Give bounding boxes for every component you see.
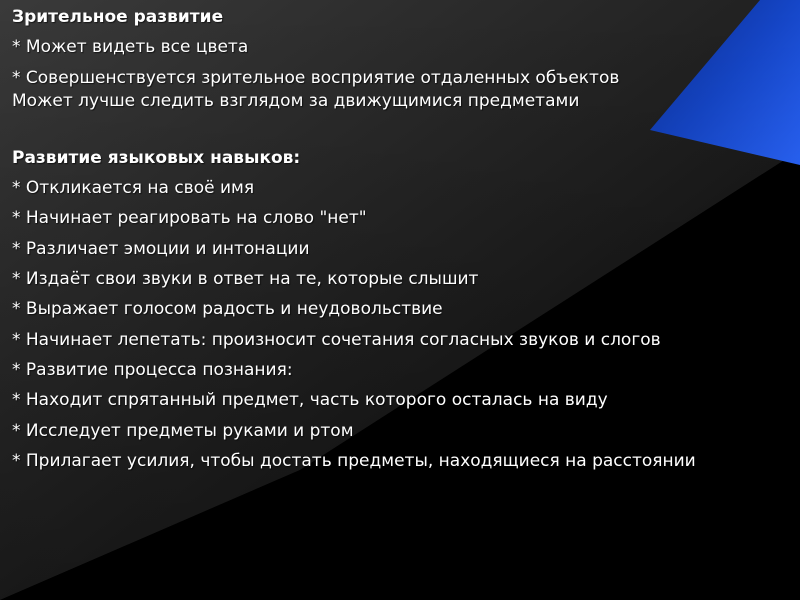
slide-text-body	[12, 6, 792, 480]
language-item-4: * Издаёт свои звуки в ответ на те, которые слышит	[12, 269, 479, 290]
language-item-7: * Развитие процесса познания:	[12, 359, 293, 380]
paragraph-gap	[12, 120, 792, 147]
language-item-2: * Начинает реагировать на слово "нет"	[12, 208, 367, 229]
language-item-5: * Выражает голосом радость и неудовольствие	[12, 299, 443, 320]
language-item-10: * Прилагает усилия, чтобы достать предметы, находящиеся на расстоянии	[12, 450, 696, 471]
language-item-1: * Откликается на своё имя	[12, 178, 255, 199]
language-item-8: * Находит спрятанный предмет, часть которого осталась на виду	[12, 390, 608, 411]
heading-visual-development: Зрительное развитие	[12, 7, 224, 27]
heading-language-skills: Развитие языковых навыков:	[12, 147, 301, 168]
language-item-9: * Исследует предметы руками и ртом	[12, 420, 354, 441]
language-item-6: * Начинает лепетать: произносит сочетания согласных звуков и слогов	[12, 329, 661, 350]
language-item-3: * Различает эмоции и интонации	[12, 238, 310, 259]
visual-item-1: * Может видеть все цвета	[12, 37, 249, 58]
visual-item-3: Может лучше следить взглядом за движущимися предметами	[12, 90, 580, 111]
visual-item-2: * Совершенствуется зрительное восприятие отдаленных объектов	[12, 67, 620, 88]
